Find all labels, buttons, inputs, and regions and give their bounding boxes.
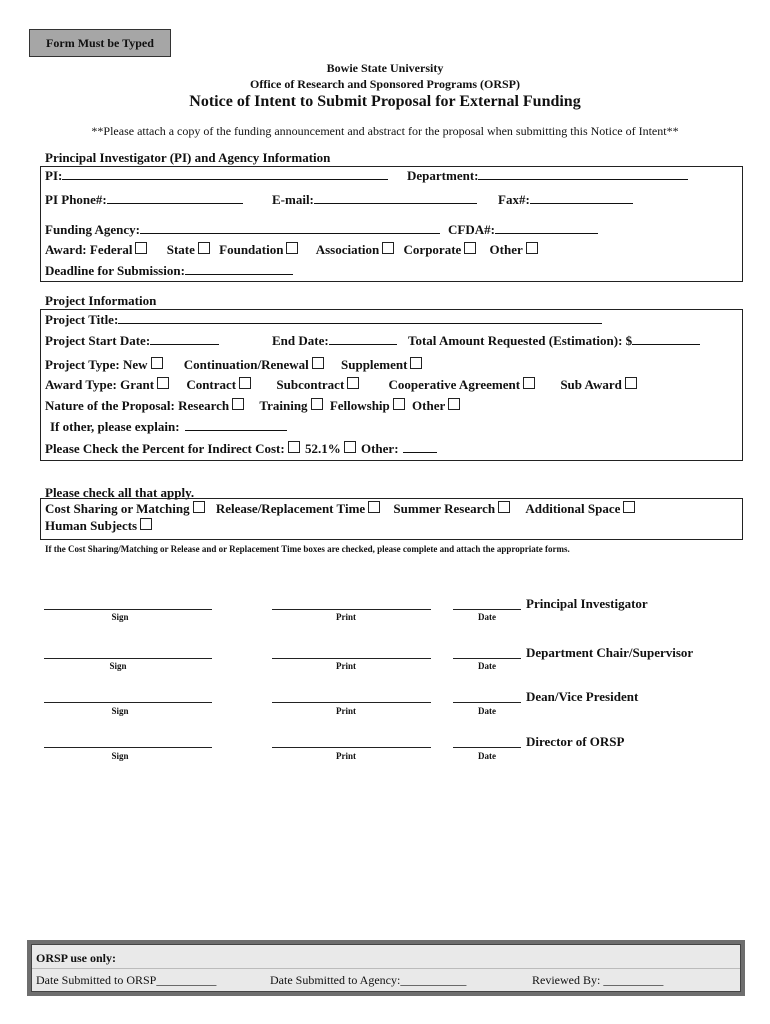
human-subjects-checkbox[interactable] xyxy=(140,518,152,530)
department-field[interactable] xyxy=(478,168,688,180)
apply-note: If the Cost Sharing/Matching or Release and or Replacement Time boxes are checked, please complete and attach the appropriate forms. xyxy=(45,544,570,554)
project-type-continuation-checkbox[interactable] xyxy=(312,357,324,369)
award-type-row xyxy=(45,377,639,393)
award-type-grant-checkbox[interactable] xyxy=(157,377,169,389)
award-corporate-checkbox[interactable] xyxy=(464,242,476,254)
orsp-date-submitted-orsp[interactable]: Date Submitted to ORSP__________ xyxy=(36,973,217,987)
print-line[interactable] xyxy=(272,657,431,659)
deadline-field[interactable] xyxy=(185,263,293,275)
pi-section-heading: Principal Investigator (PI) and Agency Information xyxy=(45,150,331,165)
pi-phone-field[interactable] xyxy=(107,192,243,204)
email-field[interactable] xyxy=(314,192,477,204)
start-date-row xyxy=(45,333,219,349)
summer-research-checkbox[interactable] xyxy=(498,501,510,513)
human-subjects-label: Human Subjects xyxy=(45,518,138,533)
date-line[interactable] xyxy=(453,746,521,748)
award-type-coop-label: Cooperative Agreement xyxy=(388,377,521,392)
deadline-row xyxy=(45,263,293,279)
fax-field[interactable] xyxy=(530,192,633,204)
apply-row-1 xyxy=(45,501,637,517)
nature-other-checkbox[interactable] xyxy=(448,398,460,410)
indirect-other-label: Other: xyxy=(360,441,399,456)
orsp-use-only-panel xyxy=(31,944,741,992)
print-label: Print xyxy=(336,751,356,761)
date-label: Date xyxy=(478,661,496,671)
date-line[interactable] xyxy=(453,701,521,703)
project-section-heading: Project Information xyxy=(45,293,157,308)
nature-other-label: Other xyxy=(412,398,446,413)
form-title: Notice of Intent to Submit Proposal for External Funding xyxy=(189,93,581,110)
award-type-subcontract-checkbox[interactable] xyxy=(347,377,359,389)
apply-row-2 xyxy=(45,518,154,534)
nature-training-checkbox[interactable] xyxy=(311,398,323,410)
pi-field[interactable] xyxy=(62,168,388,180)
role-label: Dean/Vice President xyxy=(526,689,639,704)
amount-label: Total Amount Requested (Estimation): $ xyxy=(408,333,633,348)
date-label: Date xyxy=(478,706,496,716)
funding-agency-field[interactable] xyxy=(140,222,440,234)
orsp-reviewed-by[interactable]: Reviewed By: __________ xyxy=(532,973,664,987)
indirect-label: Please Check the Percent for Indirect Cost: xyxy=(45,441,285,456)
email-row xyxy=(272,192,477,208)
sign-line[interactable] xyxy=(44,701,212,703)
university-name: Bowie State University xyxy=(326,61,444,75)
orsp-use-only-box xyxy=(27,940,745,996)
award-state-checkbox[interactable] xyxy=(198,242,210,254)
cfda-label: CFDA#: xyxy=(448,222,495,237)
indirect-other-checkbox[interactable] xyxy=(344,441,356,453)
award-type-sub-checkbox[interactable] xyxy=(625,377,637,389)
print-label: Print xyxy=(336,706,356,716)
end-date-label: End Date: xyxy=(272,333,329,348)
award-foundation-label: Foundation xyxy=(219,242,284,257)
indirect-rate-checkbox[interactable] xyxy=(288,441,300,453)
release-time-label: Release/Replacement Time xyxy=(215,501,366,516)
project-type-supplement-checkbox[interactable] xyxy=(410,357,422,369)
award-state-label: State xyxy=(166,242,195,257)
amount-row xyxy=(408,333,700,349)
start-date-label: Project Start Date: xyxy=(45,333,151,348)
project-type-supplement-label: Supplement xyxy=(341,357,408,372)
pi-phone-label: PI Phone#: xyxy=(45,192,107,207)
indirect-other-field[interactable] xyxy=(403,441,437,453)
additional-space-label: Additional Space xyxy=(525,501,621,516)
sign-line[interactable] xyxy=(44,608,212,610)
award-other-label: Other xyxy=(489,242,523,257)
project-type-row xyxy=(45,357,424,373)
release-time-checkbox[interactable] xyxy=(368,501,380,513)
award-association-checkbox[interactable] xyxy=(382,242,394,254)
award-type-subcontract-label: Subcontract xyxy=(276,377,345,392)
sign-label: Sign xyxy=(111,751,129,761)
award-federal-label: Award: Federal xyxy=(45,242,133,257)
funding-agency-label: Funding Agency: xyxy=(45,222,140,237)
date-label: Date xyxy=(478,751,496,761)
award-type-contract-checkbox[interactable] xyxy=(239,377,251,389)
award-federal-checkbox[interactable] xyxy=(135,242,147,254)
award-row xyxy=(45,242,540,258)
additional-space-checkbox[interactable] xyxy=(623,501,635,513)
award-type-coop-checkbox[interactable] xyxy=(523,377,535,389)
nature-training-label: Training xyxy=(259,398,308,413)
pi-label: PI: xyxy=(45,168,63,183)
nature-fellowship-checkbox[interactable] xyxy=(393,398,405,410)
orsp-divider xyxy=(32,968,740,969)
role-label: Department Chair/Supervisor xyxy=(526,645,694,660)
indirect-rate-label: 52.1% xyxy=(304,441,341,456)
cost-sharing-label: Cost Sharing or Matching xyxy=(45,501,190,516)
form-must-be-typed-badge: Form Must be Typed xyxy=(29,29,171,57)
deadline-label: Deadline for Submission: xyxy=(45,263,185,278)
project-type-continuation-label: Continuation/Renewal xyxy=(183,357,309,372)
explain-label: If other, please explain: xyxy=(50,419,180,434)
attachment-note: **Please attach a copy of the funding announcement and abstract for the proposal when submitting this Notice of Intent** xyxy=(91,124,679,138)
apply-section-heading: Please check all that apply. xyxy=(45,485,195,500)
orsp-date-submitted-agency[interactable]: Date Submitted to Agency:___________ xyxy=(270,973,467,987)
print-line[interactable] xyxy=(272,701,431,703)
award-other-checkbox[interactable] xyxy=(526,242,538,254)
sign-line[interactable] xyxy=(44,657,212,659)
end-date-field[interactable] xyxy=(329,333,397,345)
nature-research-label: Nature of the Proposal: Research xyxy=(45,398,230,413)
fax-label: Fax#: xyxy=(498,192,530,207)
department-row xyxy=(407,168,688,184)
award-type-sub-label: Sub Award xyxy=(560,377,622,392)
role-label: Principal Investigator xyxy=(526,596,648,611)
funding-agency-row xyxy=(45,222,440,238)
award-type-contract-label: Contract xyxy=(186,377,237,392)
project-type-new-checkbox[interactable] xyxy=(151,357,163,369)
award-corporate-label: Corporate xyxy=(403,242,462,257)
award-foundation-checkbox[interactable] xyxy=(286,242,298,254)
amount-field[interactable] xyxy=(632,333,700,345)
print-line[interactable] xyxy=(272,746,431,748)
award-type-grant-label: Award Type: Grant xyxy=(45,377,155,392)
date-line[interactable] xyxy=(453,657,521,659)
date-line[interactable] xyxy=(453,608,521,610)
sign-line[interactable] xyxy=(44,746,212,748)
cfda-field[interactable] xyxy=(495,222,598,234)
cfda-row xyxy=(448,222,598,238)
award-association-label: Association xyxy=(315,242,380,257)
print-line[interactable] xyxy=(272,608,431,610)
role-label: Director of ORSP xyxy=(526,734,625,749)
project-title-field[interactable] xyxy=(118,312,602,324)
end-date-row xyxy=(272,333,397,349)
sign-label: Sign xyxy=(111,706,129,716)
explain-row xyxy=(50,419,287,435)
start-date-field[interactable] xyxy=(150,333,219,345)
pi-row xyxy=(45,168,388,184)
nature-fellowship-label: Fellowship xyxy=(329,398,390,413)
project-type-new-label: Project Type: New xyxy=(45,357,148,372)
nature-research-checkbox[interactable] xyxy=(232,398,244,410)
nature-row xyxy=(45,398,462,414)
print-label: Print xyxy=(336,661,356,671)
explain-field[interactable] xyxy=(185,419,287,431)
pi-phone-row xyxy=(45,192,243,208)
orsp-heading: ORSP use only: xyxy=(36,951,117,965)
summer-research-label: Summer Research xyxy=(393,501,496,516)
date-label: Date xyxy=(478,612,496,622)
sign-label: Sign xyxy=(111,612,129,622)
project-title-row xyxy=(45,312,602,328)
project-title-label: Project Title: xyxy=(45,312,119,327)
indirect-row xyxy=(45,441,437,457)
fax-row xyxy=(498,192,633,208)
email-label: E-mail: xyxy=(272,192,314,207)
print-label: Print xyxy=(336,612,356,622)
office-name: Office of Research and Sponsored Programs (ORSP) xyxy=(250,77,520,91)
sign-label: Sign xyxy=(109,661,127,671)
cost-sharing-checkbox[interactable] xyxy=(193,501,205,513)
department-label: Department: xyxy=(407,168,479,183)
